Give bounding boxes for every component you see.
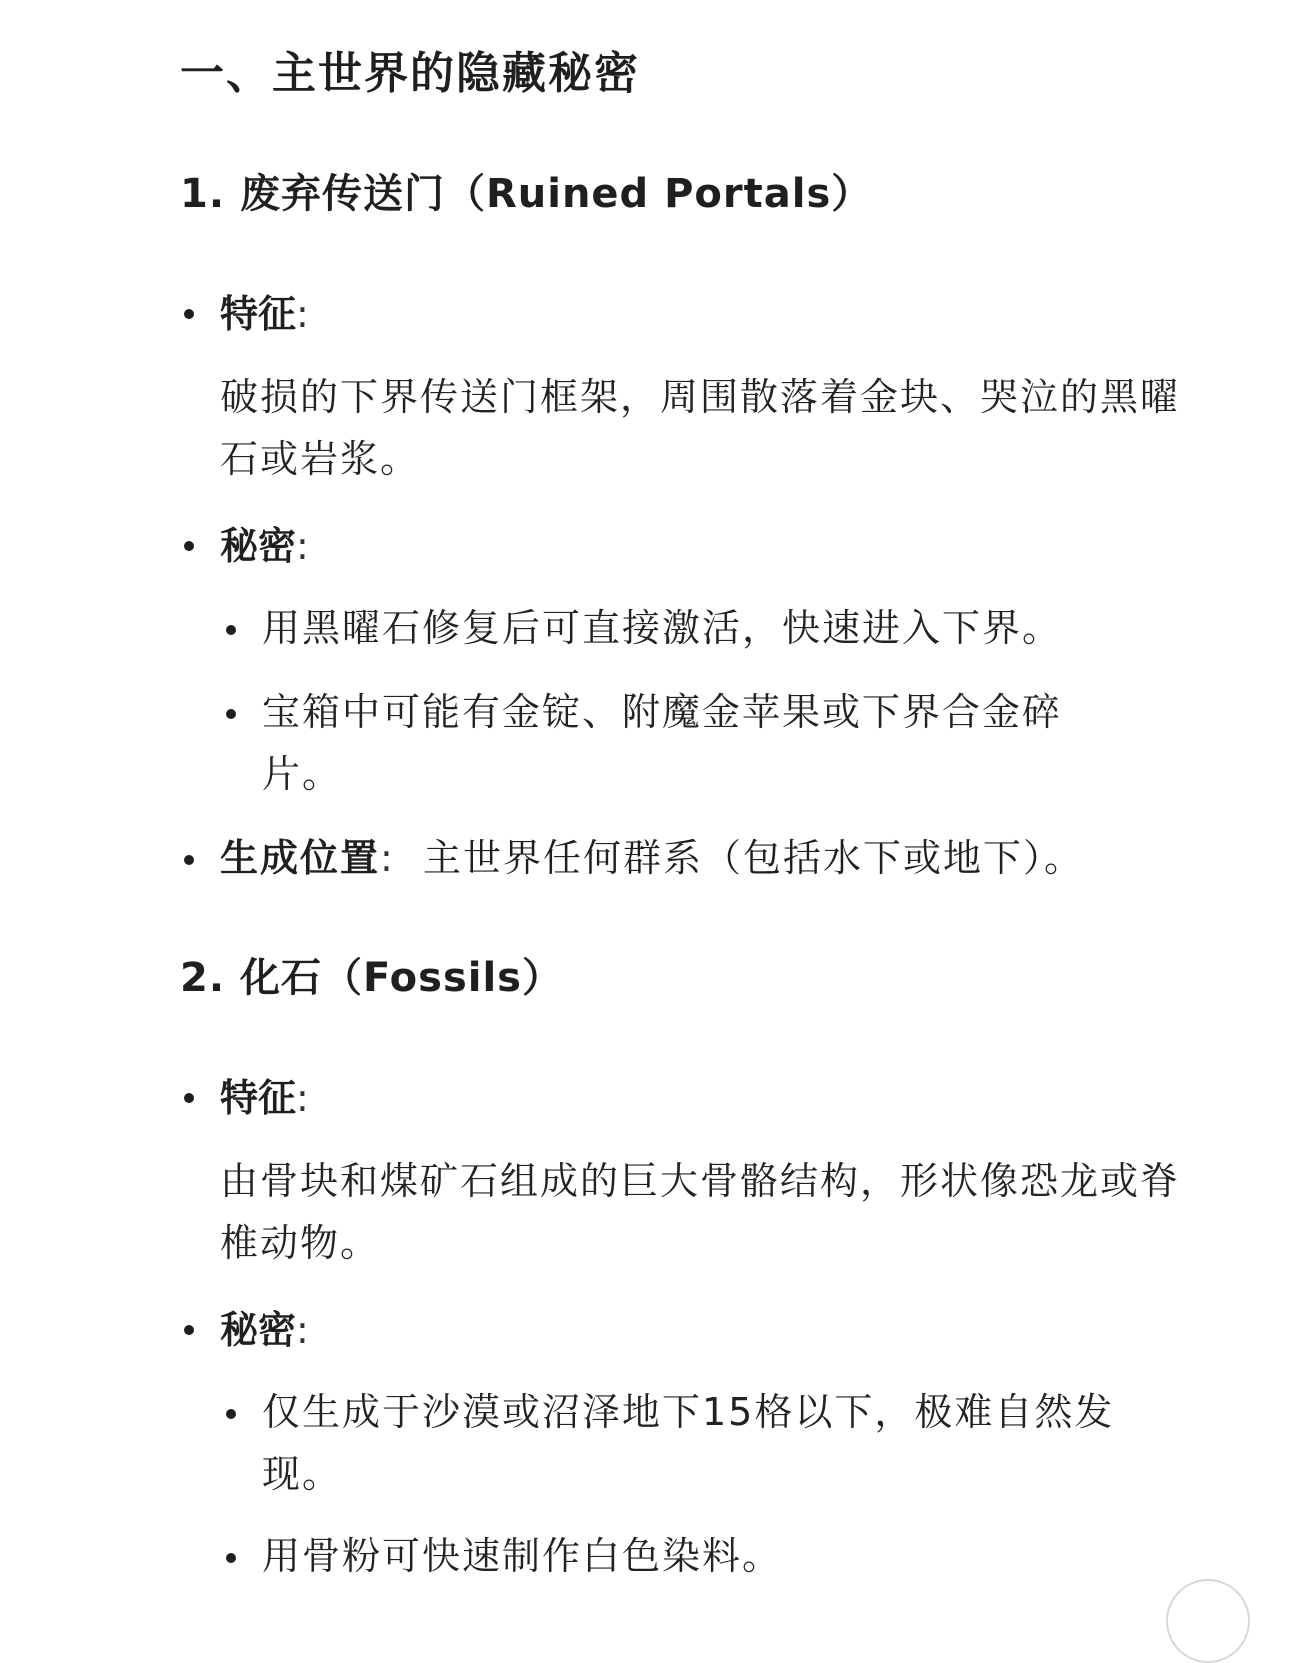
- bullet: [184, 541, 194, 551]
- secret-label: 秘密:: [220, 524, 309, 568]
- secret-item: 用黑曜石修复后可直接激活，快速进入下界。: [262, 606, 1063, 650]
- scroll-button[interactable]: [1166, 1579, 1250, 1663]
- feature-text: 破损的下界传送门框架，周围散落着金块、哭泣的黑曜石或岩浆。: [220, 375, 1181, 481]
- bullet: [184, 309, 194, 319]
- feature-label: 特征:: [220, 1076, 309, 1120]
- item-heading-fossils: 2. 化石（Fossils）: [180, 955, 563, 1001]
- bullet: [184, 855, 194, 865]
- bottom-fade: [0, 1583, 1290, 1623]
- feature-label: 特征:: [220, 292, 309, 336]
- location-line: 生成位置: 主世界任何群系（包括水下或地下）。: [220, 836, 1085, 880]
- item-heading-ruined-portals: 1. 废弃传送门（Ruined Portals）: [180, 171, 873, 217]
- secret-item: 仅生成于沙漠或沼泽地下15格以下，极难自然发现。: [262, 1390, 1115, 1496]
- section-title: 一、主世界的隐藏秘密: [180, 48, 640, 99]
- secret-item: 用骨粉可快速制作白色染料。: [262, 1534, 783, 1578]
- sub-bullet: [226, 625, 236, 635]
- secret-label: 秘密:: [220, 1308, 309, 1352]
- bullet: [184, 1325, 194, 1335]
- sub-bullet: [226, 1409, 236, 1419]
- sub-bullet: [226, 709, 236, 719]
- sub-bullet: [226, 1553, 236, 1563]
- secret-item: 宝箱中可能有金锭、附魔金苹果或下界合金碎片。: [262, 690, 1063, 796]
- feature-text: 由骨块和煤矿石组成的巨大骨骼结构，形状像恐龙或脊椎动物。: [220, 1159, 1181, 1265]
- bullet: [184, 1093, 194, 1103]
